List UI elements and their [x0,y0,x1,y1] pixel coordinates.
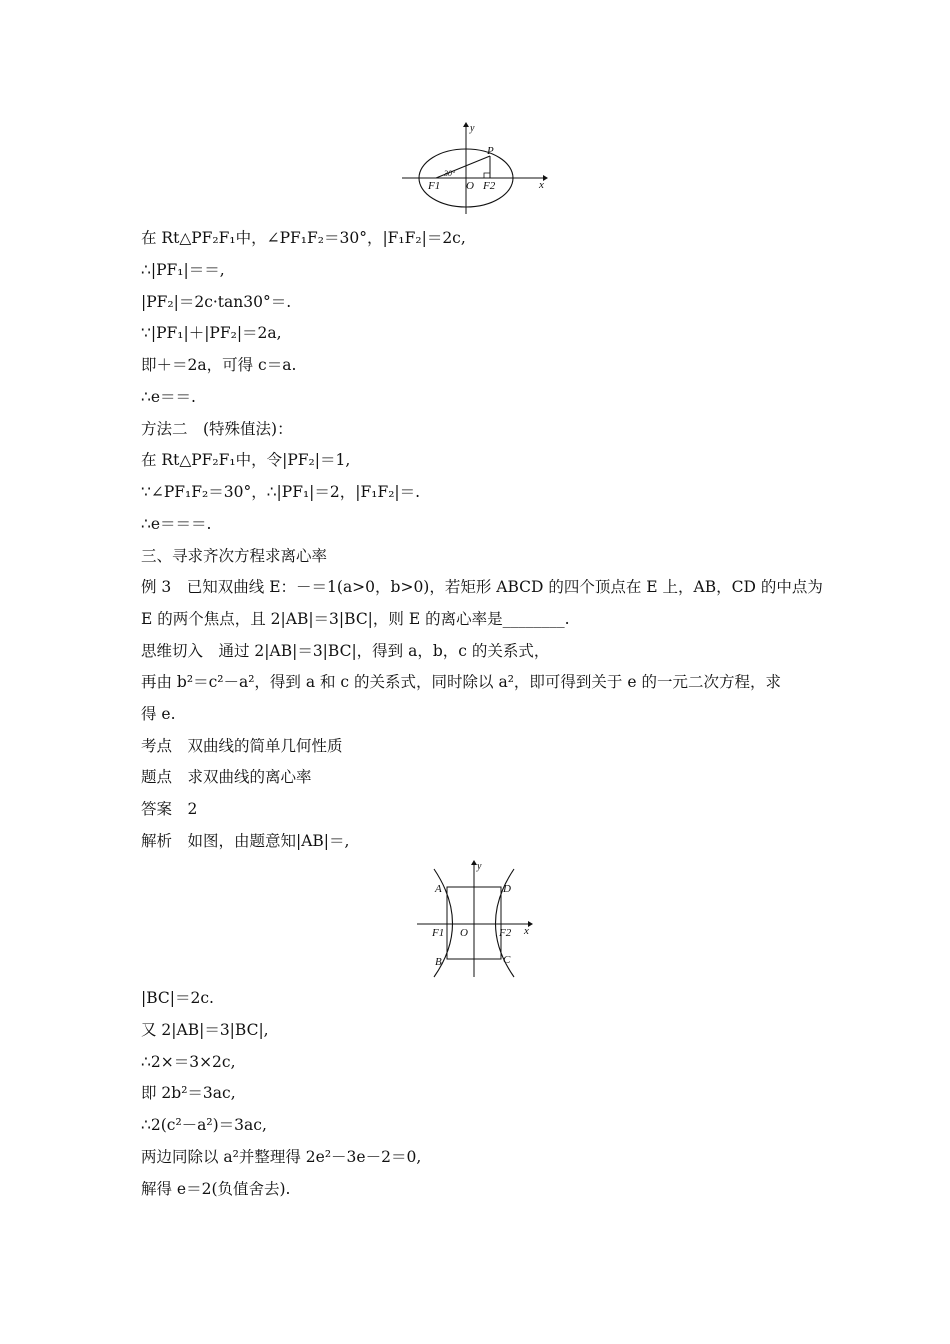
text-line-23: ∴2×＝3×2c, [141,1053,236,1071]
text-line-25: ∴2(c²－a²)＝3ac, [141,1116,267,1134]
x-axis-label: x [524,925,529,937]
subtopic-line: 题点 求双曲线的离心率 [141,768,312,786]
text-line-21: |BC|＝2c. [141,989,214,1007]
text-line-9: ∵∠PF₁F₂＝30°，∴|PF₁|＝2，|F₁F₂|＝. [141,483,421,501]
text-line-2: ∴|PF₁|＝＝, [141,261,225,279]
text-line-7: 方法二 (特殊值法)： [141,420,293,438]
text-line-10: ∴e＝＝＝. [141,515,212,533]
thinking-line-2: 再由 b²＝c²－a²，得到 a 和 c 的关系式，同时除以 a²，即可得到关于 e 的一元二次方程，求 [141,673,781,691]
focus-2-label: F2 [499,927,512,939]
text-line-27: 解得 e＝2(负值舍去). [141,1180,291,1198]
point-a-label: A [435,883,442,895]
thinking-line-1: 思维切入 通过 2|AB|＝3|BC|，得到 a，b，c 的关系式， [141,642,550,660]
point-d-label: D [503,883,511,895]
example-3-line-2: E 的两个焦点，且 2|AB|＝3|BC|，则 E 的离心率是________. [141,610,570,628]
example-3-line-1: 例 3 已知双曲线 E：－＝1(a>0，b>0)，若矩形 ABCD 的四个顶点在 E 上，AB，CD 的中点为 [141,578,823,596]
text-line-8: 在 Rt△PF₂F₁中，令|PF₂|＝1, [141,451,351,469]
topic-line: 考点 双曲线的简单几何性质 [141,737,343,755]
y-axis-arrow [463,122,469,127]
point-p-label: P [487,145,494,157]
text-line-1: 在 Rt△PF₂F₁中，∠PF₁F₂＝30°，|F₁F₂|＝2c, [141,229,466,247]
ellipse-figure [400,118,552,218]
point-c-label: C [503,954,511,966]
x-axis-label: x [539,179,544,191]
y-axis-label: y [477,861,482,872]
text-line-26: 两边同除以 a²并整理得 2e²－3e－2＝0, [141,1148,422,1166]
right-angle-mark [484,173,490,178]
analysis-line: 解析 如图，由题意知|AB|＝, [141,832,350,850]
text-line-24: 即 2b²＝3ac, [141,1084,236,1102]
angle-label: 30° [444,169,456,178]
text-line-22: 又 2|AB|＝3|BC|, [141,1021,269,1039]
origin-label: O [466,180,474,192]
origin-label: O [460,927,468,939]
focus-1-label: F1 [432,927,445,939]
section-heading: 三、寻求齐次方程求离心率 [141,547,328,565]
focus-2-label: F2 [483,180,496,192]
point-b-label: B [435,956,442,968]
text-line-3: |PF₂|＝2c·tan30°＝. [141,293,292,311]
thinking-line-3: 得 e. [141,705,176,723]
y-axis-label: y [470,123,475,134]
answer-line: 答案 2 [141,800,198,818]
hyperbola-figure [415,855,540,980]
text-line-4: ∵|PF₁|＋|PF₂|＝2a, [141,324,282,342]
text-line-5: 即＋＝2a，可得 c＝a. [141,356,297,374]
focus-1-label: F1 [428,180,441,192]
text-line-6: ∴e＝＝. [141,388,196,406]
